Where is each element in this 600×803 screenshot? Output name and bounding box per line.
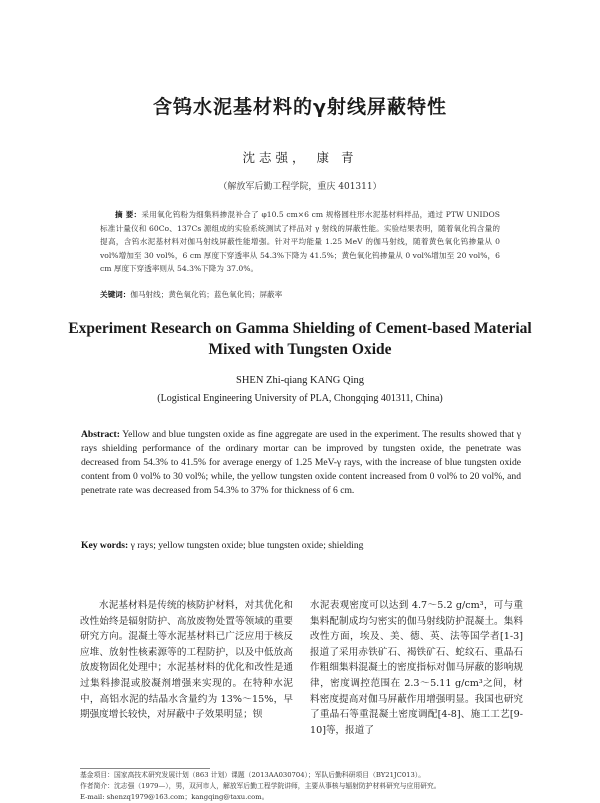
paper-title-english — [0, 318, 600, 360]
footnote-email: E-mail: shenzq1979@163.com；kangqing@taxu.com。 — [80, 793, 269, 801]
affiliation-english: (Logistical Engineering University of PLA, Chongqing 401311, China) — [157, 393, 443, 404]
keywords-label-chinese: 关键词： — [100, 290, 131, 299]
affiliation-chinese: （解放军后勤工程学院，重庆 401311） — [218, 182, 382, 192]
paper-title-chinese: 含钨水泥基材料的γ射线屏蔽特性 — [153, 96, 447, 118]
abstract-label-english: Abstract: — [81, 429, 120, 440]
footnote-author-bio: 作者简介：沈志强（1979—），男，双河市人，解放军后勤工程学院讲师，主要从事核与辐射防护材料研究与应用研究。 — [80, 782, 441, 790]
footnote-divider — [80, 768, 210, 769]
keywords-chinese — [100, 289, 500, 301]
footnotes — [80, 770, 520, 803]
title-line-2: Mixed with Tungsten Oxide — [208, 341, 392, 358]
abstract-label-chinese: 摘 要： — [115, 210, 142, 219]
keywords-text-english: γ rays; yellow tungsten oxide; blue tungsten oxide; shielding — [128, 540, 364, 551]
abstract-text-chinese: 采用氧化钨粉为细集料掺混补合了 φ10.5 cm×6 cm 规格圆柱形水泥基材料样品，通过 PTW UNIDOS 标准计量仪和 60Co、137Cs 源组成的实验系统测试了样品对 γ 射线的屏蔽性能。实验结果表明，随着氧化钨含量的提高，含钨水泥基材料对伽马射线屏蔽性能增强。针对平均能量 1.25 MeV 的伽马射线，随着黄色氧化钨掺量从 0 vol%增加至 30 vol%，6 cm 厚度下穿透率从 54.3%下降为 41.5%；黄色氧化钨掺量从 0 vol%增加至 20 vol%，6 cm 厚度下穿透率则从 54.3%下降为 37.0%。 — [100, 210, 500, 273]
keywords-english — [81, 540, 521, 551]
body-text-right-column: 水泥表观密度可以达到 4.7～5.2 g/cm³，可与重集料配制成均匀密实的伽马射线防护混凝土。集料改性方面，埃及、美、德、英、法等国学者[1-3]报道了采用赤铁矿石、褐铁矿石、蛇纹石、重晶石作粗细集料混凝土的密度指标对伽马屏蔽的影响规律，密度调控范围在 2.3～5.11 g/cm³之间，材料密度提高对伽马屏蔽作用增强明显。我国也研究了重晶石等重混凝土密度调配[4-8]、施工工艺[9-10]等，报道了 — [310, 600, 523, 736]
authors-english: SHEN Zhi-qiang KANG Qing — [235, 375, 365, 386]
keywords-text-chinese: 伽马射线；黄色氧化钨；蓝色氧化钨；屏蔽率 — [130, 290, 283, 299]
abstract-text-english: Yellow and blue tungsten oxide as fine aggregate are used in the experiment. The results showed that γ rays shielding performance of the ordinary mortar can be improved by tungsten oxide, the penetrate was decreased from 54.3% to 41.5% for average energy of 1.25 MeV-γ rays, with the increase of blue tungsten oxide content from 0 vol% to 30 vol%; while, the yellow tungsten oxide content increased from 0 vol% to 20 vol%, and penetrate rate was decreased from 54.3% to 37% for thickness of 6 cm. — [81, 429, 521, 496]
body-text-left-column: 水泥基材料是传统的核防护材料，对其优化和改性始终是辐射防护、高放废物处置等领域的重要研究方向。混凝土等水泥基材料已广泛应用于核反应堆、放射性核素源等的工程防护，以及中低放高放废物固化处理中；水泥基材料的优化和改性是通过集料掺混或胶凝剂增强来实现的。在特种水泥中，高铝水泥的结晶水含量约为 13%～15%，早期强度增长较快，对屏蔽中子效果明显；钡 — [80, 600, 293, 721]
keywords-label-english: Key words: — [81, 540, 129, 551]
title-line-1: Experiment Research on Gamma Shielding of Cement-based Material — [68, 320, 532, 337]
footnote-funding: 基金项目：国家高技术研究发展计划（863 计划）课题（2013AA030704）；军队后勤科研项目（BY21JC013）。 — [80, 771, 425, 779]
abstract-chinese — [100, 208, 500, 276]
authors-chinese: 沈志强， 康 青 — [242, 150, 358, 165]
abstract-english — [81, 428, 521, 498]
